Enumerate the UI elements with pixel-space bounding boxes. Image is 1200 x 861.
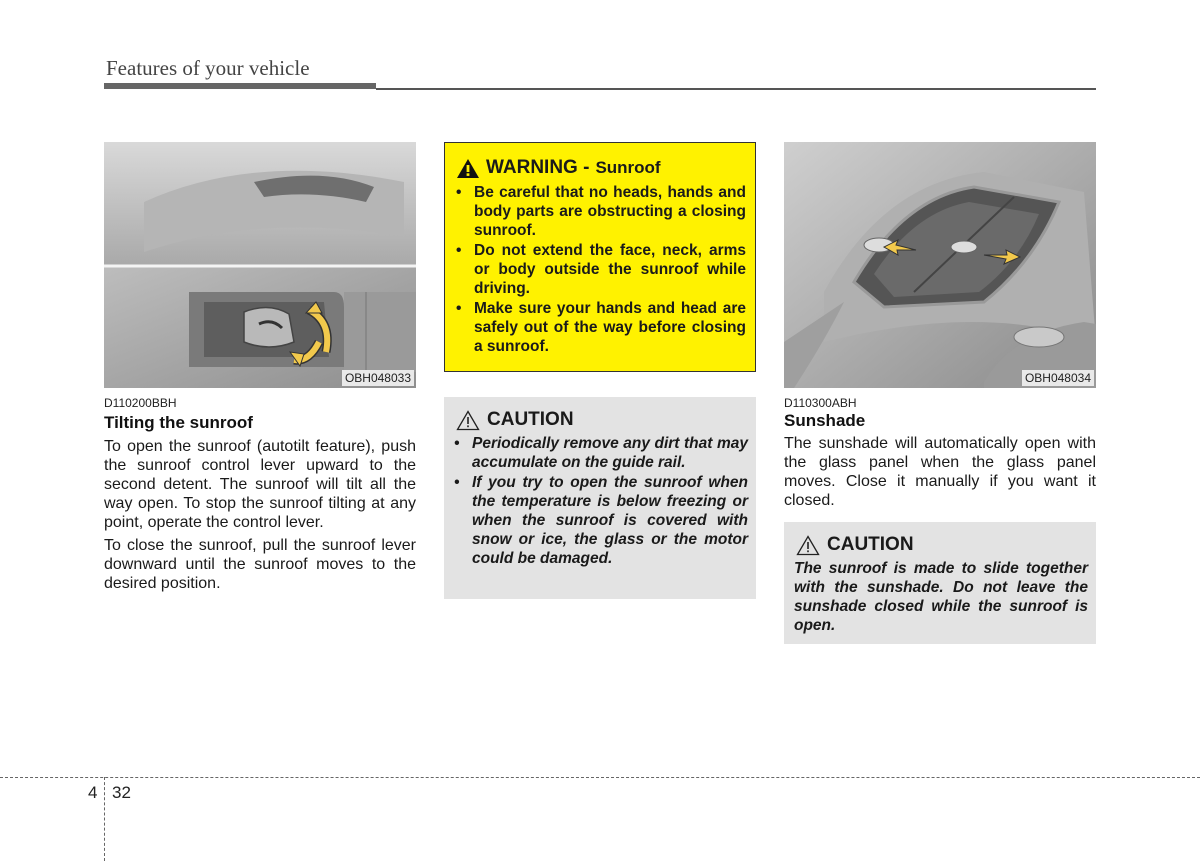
warning-triangle-icon bbox=[456, 158, 480, 179]
caution-list bbox=[454, 434, 748, 569]
image-code: OBH048033 bbox=[342, 370, 414, 386]
caution-triangle-icon bbox=[456, 410, 480, 431]
sunroof-lever-photo bbox=[104, 142, 416, 388]
footer-divider bbox=[104, 777, 105, 861]
list-item: • Make sure your hands and head are safely out of the way before closing a sunroof. bbox=[456, 299, 746, 356]
section-heading: Tilting the sunroof bbox=[104, 413, 253, 432]
image-code: OBH048034 bbox=[1022, 370, 1094, 386]
caution-triangle-icon bbox=[796, 535, 820, 556]
caution-box bbox=[784, 522, 1096, 644]
body-paragraph: To open the sunroof (autotilt feature), push the sunroof control lever upward to the second detent. The sunroof will tilt all the way open. To stop the sunroof tilting at any point, operate the control lever. bbox=[104, 438, 416, 531]
list-item: • Do not extend the face, neck, arms or body outside the sunroof while driving. bbox=[456, 241, 746, 298]
chapter-number: 4 bbox=[88, 783, 98, 802]
caution-label: CAUTION bbox=[827, 534, 914, 555]
warning-title bbox=[456, 157, 661, 179]
warning-list bbox=[456, 183, 746, 357]
section-code: D110200BBH bbox=[104, 396, 177, 410]
caution-label: CAUTION bbox=[487, 409, 574, 430]
caution-text: The sunroof is made to slide together with the sunshade. Do not leave the sunshade closed while the sunroof is open. bbox=[794, 560, 1088, 634]
section-code: D110300ABH bbox=[784, 396, 857, 410]
page-number: 32 bbox=[112, 783, 131, 802]
list-item: • Periodically remove any dirt that may accumulate on the guide rail. bbox=[454, 434, 748, 472]
caution-title bbox=[456, 409, 574, 431]
header-rule bbox=[376, 88, 1096, 90]
section-heading: Sunshade bbox=[784, 411, 866, 430]
warning-box bbox=[444, 142, 756, 372]
header-rule-accent bbox=[104, 83, 376, 89]
footer-rule bbox=[0, 777, 1200, 778]
page-section-title: Features of your vehicle bbox=[106, 56, 310, 80]
caution-box bbox=[444, 397, 756, 599]
sunshade-photo bbox=[784, 142, 1096, 388]
caution-title bbox=[796, 534, 914, 556]
body-paragraph: To close the sunroof, pull the sunroof lever downward until the sunroof moves to the desired position. bbox=[104, 537, 416, 592]
list-item: • If you try to open the sunroof when the temperature is below freezing or when the sunroof is covered with snow or ice, the glass or the motor could be damaged. bbox=[454, 473, 748, 568]
warning-subtitle: Sunroof bbox=[595, 158, 661, 177]
list-item: • Be careful that no heads, hands and body parts are obstructing a closing sunroof. bbox=[456, 183, 746, 240]
body-paragraph: The sunshade will automatically open with the glass panel when the glass panel moves. Close it manually if you want it closed. bbox=[784, 435, 1096, 509]
warning-label: WARNING - bbox=[486, 157, 590, 178]
